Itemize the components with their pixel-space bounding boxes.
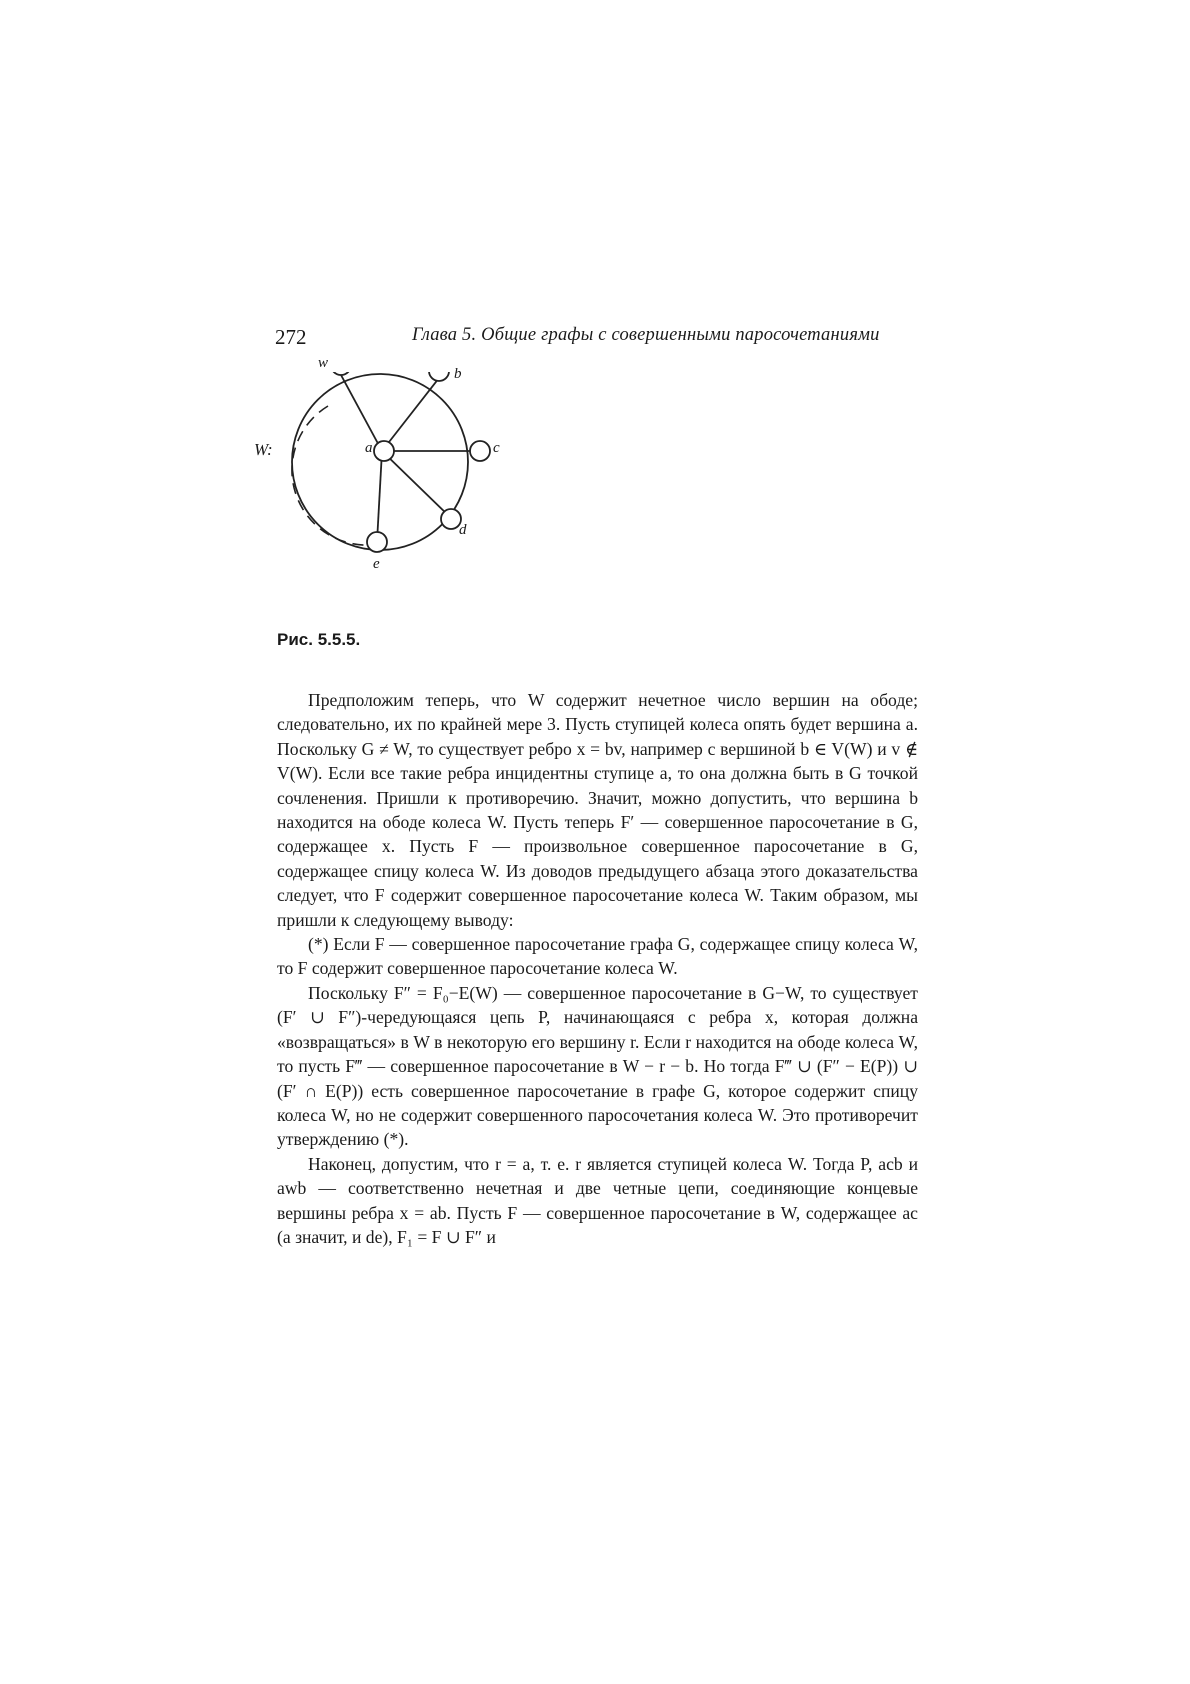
vertex-label-w: w bbox=[318, 355, 329, 371]
vertex-a bbox=[374, 441, 394, 461]
figure-caption: Рис. 5.5.5. bbox=[277, 630, 361, 649]
vertex-d bbox=[441, 509, 461, 529]
page-number: 272 bbox=[275, 325, 307, 349]
vertex-w bbox=[331, 372, 351, 375]
vertex-e bbox=[367, 532, 387, 552]
vertex-label-d: d bbox=[459, 522, 467, 538]
wheel-graph-figure bbox=[254, 355, 580, 622]
dashed-path-w-e bbox=[292, 406, 371, 545]
vertex-label-b: b bbox=[454, 366, 462, 382]
spoke-a-e bbox=[377, 451, 382, 542]
vertex-label-c: c bbox=[493, 440, 500, 456]
spoke-a-b bbox=[382, 378, 439, 451]
spoke-a-d bbox=[382, 451, 451, 518]
spoke-a-w bbox=[341, 375, 382, 451]
vertex-b bbox=[429, 372, 449, 381]
paragraph-4: Наконец, допустим, что r = a, т. е. r является ступицей колеса W. Тогда P, acb и awb — соответственно нечетная и две четные цепи, соединяющие концевые вершины ребра x = ab. Пусть F — совершенное паросочетание в W, содержащее ac (а значит, и de), F₁ = F ∪ F″ и bbox=[277, 1153, 918, 1247]
vertex-label-a: a bbox=[365, 440, 373, 456]
paragraph-1: Предположим теперь, что W содержит нечетное число вершин на ободе; следовательно, их по крайней мере 3. Пусть ступицей колеса опять будет вершина a. Поскольку G ≠ W, то существует ребро x = bv, например с вершиной b ∈ V(W) и v ∉ V(W). Если все такие ребра инцидентны ступице a, то она должна быть в G точкой сочленения. Пришли к противоречию. Значит, можно допустить, что вершина b находится на ободе колеса W. Пусть теперь F′ — совершенное паросочетание в G, содержащее x. Пусть F — произвольное совершенное паросочетание в G, содержащее спицу колеса W. Из доводов предыдущего абзаца этого доказательства следует, что F содержит совершенное паросочетание колеса W. Таким образом, мы пришли к следующему выводу: bbox=[277, 690, 918, 930]
paragraph-2: (*) Если F — совершенное паросочетание графа G, содержащее спицу колеса W, то F содержит совершенное паросочетание колеса W. bbox=[277, 934, 918, 979]
vertex-c bbox=[470, 441, 490, 461]
vertex-label-e: e bbox=[373, 556, 380, 572]
paragraph-3: Поскольку F″ = F₀−E(W) — совершенное паросочетание в G−W, то существует (F′ ∪ F″)-чередующаяся цепь P, начинающаяся с ребра x, которая должна «возвращаться» в W в некоторую его вершину r. Если r находится на ободе колеса W, то пусть F‴ — совершенное паросочетание в W − r − b. Но тогда F‴ ∪ (F″ − E(P)) ∪ (F′ ∩ E(P)) есть совершенное паросочетание в графе G, которое содержит спицу колеса W, но не содержит совершенного паросочетания колеса W. Это противоречит утверждению (*). bbox=[277, 982, 918, 1150]
wheel-graph-svg bbox=[260, 372, 580, 622]
graph-name-label: W: bbox=[254, 440, 273, 459]
running-title: Глава 5. Общие графы с совершенными паросочетаниями bbox=[412, 325, 880, 345]
body-text bbox=[277, 688, 918, 1249]
